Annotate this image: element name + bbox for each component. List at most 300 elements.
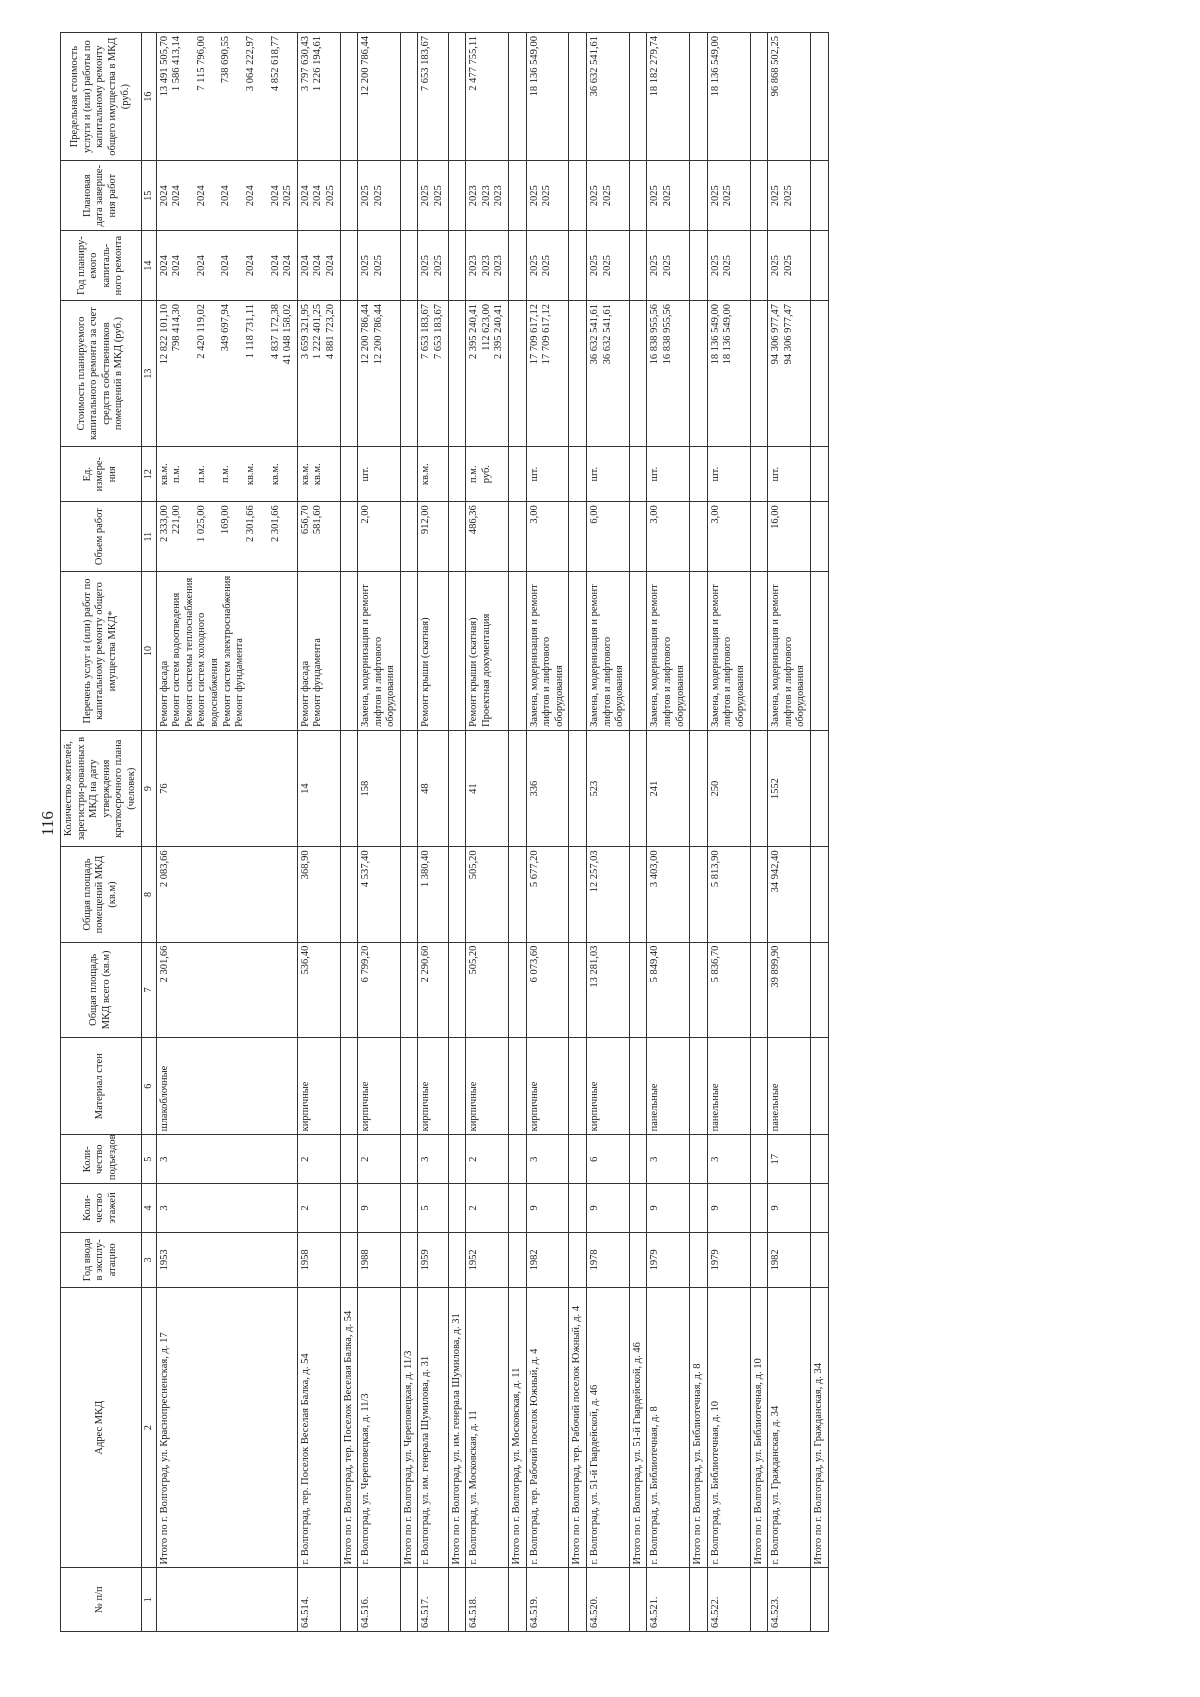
cell-col-14 — [466, 231, 509, 301]
table-row — [707, 33, 750, 1632]
column-number-4: 4 — [141, 1184, 156, 1233]
cell-col-6: кирпичные — [358, 1037, 401, 1134]
column-header-3: Год ввода в эксплу-атацию — [61, 1232, 142, 1287]
cell-col-4: 9 — [526, 1184, 569, 1233]
cell-col-13 — [340, 301, 358, 447]
cell-col-5 — [340, 1135, 358, 1184]
cell-col-14 — [509, 231, 527, 301]
cell-col-16 — [418, 33, 448, 161]
cell-line: 2025 — [360, 185, 372, 207]
cell-col-6 — [750, 1037, 768, 1134]
cell-line: 3,00 — [709, 505, 721, 524]
cell-col-10 — [629, 572, 647, 731]
cell-line — [208, 304, 220, 443]
cell-col-12 — [526, 447, 569, 502]
cell-col-12 — [340, 447, 358, 502]
cell-line: п.м. — [468, 465, 480, 483]
cell-col-3 — [569, 1232, 587, 1287]
cell-col-5 — [810, 1135, 828, 1184]
cell-line: 2025 — [709, 255, 721, 277]
cell-line — [233, 164, 245, 227]
rotated-page — [60, 27, 1060, 1632]
cell-col-12 — [358, 447, 401, 502]
cell-line — [258, 505, 270, 568]
cell-col-1 — [509, 1568, 527, 1632]
cell-line: 36 632 541,61 — [601, 304, 613, 365]
cell-line: 16 838 955,56 — [661, 304, 673, 365]
cell-line: 2024 — [220, 185, 232, 207]
cell-col-9: 41 — [466, 730, 509, 846]
cell-col-5 — [400, 1135, 418, 1184]
cell-col-2: г. Волгоград, ул. Череповецкая, д. 11/3 — [358, 1287, 401, 1568]
cell-col-14 — [750, 231, 768, 301]
cell-col-4: 5 — [418, 1184, 448, 1233]
cell-col-16 — [297, 33, 340, 161]
cell-col-8: 34 942,40 — [768, 847, 811, 942]
cell-col-7: 13 281,03 — [587, 942, 630, 1037]
cell-col-3: 1988 — [358, 1232, 401, 1287]
cell-line: 2024 — [220, 255, 232, 277]
cell-line — [233, 304, 245, 443]
cell-col-1: 64.514. — [297, 1568, 340, 1632]
cell-col-12 — [810, 447, 828, 502]
cell-col-7: 2 301,66 — [156, 942, 297, 1037]
cell-col-13 — [400, 301, 418, 447]
table-row — [690, 33, 708, 1632]
cell-col-14 — [156, 231, 297, 301]
cell-col-13 — [690, 301, 708, 447]
table-row — [418, 33, 448, 1632]
cell-line — [184, 450, 196, 498]
cell-line: 2025 — [528, 185, 540, 207]
cell-col-15 — [750, 161, 768, 231]
cell-col-15 — [810, 161, 828, 231]
cell-col-2: Итого по г. Волгоград, ул. Краснопресненская, д. 17 — [156, 1287, 297, 1568]
cell-line: Ремонт систем водоотведения — [171, 592, 183, 727]
cell-line — [184, 234, 196, 297]
cell-col-16 — [509, 33, 527, 161]
cell-col-12 — [400, 447, 418, 502]
cell-line: 2025 — [770, 255, 782, 277]
cell-line: кв.м. — [158, 463, 170, 486]
cell-col-12 — [647, 447, 690, 502]
cell-col-4 — [629, 1184, 647, 1233]
cell-col-10 — [569, 572, 587, 731]
column-header-8: Общая площадь помещений МКД (кв.м) — [61, 847, 142, 942]
cell-col-1: 64.518. — [466, 1568, 509, 1632]
cell-line: 2024 — [171, 255, 183, 277]
cell-col-8 — [448, 847, 466, 942]
cell-col-8: 2 083,66 — [156, 847, 297, 942]
cell-col-8: 5 813,90 — [707, 847, 750, 942]
cell-col-5: 2 — [297, 1135, 340, 1184]
cell-col-13 — [750, 301, 768, 447]
cell-col-11 — [358, 502, 401, 572]
cell-col-14 — [526, 231, 569, 301]
cell-col-13 — [466, 301, 509, 447]
cell-col-13 — [526, 301, 569, 447]
cell-col-16 — [810, 33, 828, 161]
cell-line: 3,00 — [528, 505, 540, 524]
cell-line: 7 653 183,67 — [420, 304, 432, 360]
cell-line: 3 064 222,97 — [244, 36, 256, 92]
cell-col-11 — [526, 502, 569, 572]
cell-col-7 — [569, 942, 587, 1037]
column-header-15: Плановая дата заверше-ния работ — [61, 161, 142, 231]
cell-col-8 — [690, 847, 708, 942]
cell-col-14 — [587, 231, 630, 301]
cell-col-6: панельные — [768, 1037, 811, 1134]
cell-col-7: 39 899,90 — [768, 942, 811, 1037]
cell-line: 2 477 755,11 — [468, 36, 480, 91]
cell-line: 2025 — [420, 185, 432, 207]
cell-line: 486,36 — [468, 505, 480, 535]
cell-line: 7 115 796,00 — [195, 36, 207, 91]
cell-col-5 — [690, 1135, 708, 1184]
cell-col-15 — [526, 161, 569, 231]
cell-line: 2023 — [468, 255, 480, 277]
cell-line: 18 136 549,00 — [709, 36, 721, 97]
cell-col-10 — [340, 572, 358, 731]
cell-line: 2023 — [468, 185, 480, 207]
column-header-6: Материал стен — [61, 1037, 142, 1134]
column-number-5: 5 — [141, 1135, 156, 1184]
cell-col-3: 1979 — [647, 1232, 690, 1287]
cell-col-13 — [448, 301, 466, 447]
cell-line: 2025 — [324, 185, 336, 207]
column-header-1: № п/п — [61, 1568, 142, 1632]
cell-col-10 — [707, 572, 750, 731]
table-row — [400, 33, 418, 1632]
cell-line — [208, 36, 220, 157]
cell-line — [208, 164, 220, 227]
cell-col-16 — [448, 33, 466, 161]
cell-line: 12 200 786,44 — [360, 36, 372, 97]
cell-col-11 — [466, 502, 509, 572]
cell-col-12 — [629, 447, 647, 502]
cell-line: п.м. — [171, 465, 183, 483]
cell-line: 2025 — [601, 185, 613, 207]
cell-col-1 — [156, 1568, 297, 1632]
cell-col-7 — [750, 942, 768, 1037]
cell-col-8 — [810, 847, 828, 942]
table-row — [629, 33, 647, 1632]
cell-line: 2025 — [649, 255, 661, 277]
column-number-8: 8 — [141, 847, 156, 942]
cell-line — [233, 505, 245, 568]
cell-line: 18 182 279,74 — [649, 36, 661, 97]
cell-col-13 — [156, 301, 297, 447]
cell-col-6: кирпичные — [418, 1037, 448, 1134]
cell-col-12 — [750, 447, 768, 502]
cell-col-6 — [509, 1037, 527, 1134]
cell-col-12 — [690, 447, 708, 502]
cell-col-11 — [509, 502, 527, 572]
cell-col-12 — [156, 447, 297, 502]
cell-col-15 — [400, 161, 418, 231]
cell-col-13 — [810, 301, 828, 447]
column-header-5: Коли-чество подъездов — [61, 1135, 142, 1184]
cell-col-16 — [587, 33, 630, 161]
cell-col-1: 64.519. — [526, 1568, 569, 1632]
cell-col-8: 368,90 — [297, 847, 340, 942]
cell-col-13 — [569, 301, 587, 447]
cell-line: Ремонт фасада — [299, 660, 311, 727]
column-number-3: 3 — [141, 1232, 156, 1287]
cell-line: 2025 — [360, 255, 372, 277]
cell-line: 738 690,55 — [220, 36, 232, 84]
cell-col-5 — [448, 1135, 466, 1184]
cell-col-13 — [587, 301, 630, 447]
cell-line: 18 136 549,00 — [709, 304, 721, 365]
cell-col-5: 6 — [587, 1135, 630, 1184]
column-number-15: 15 — [141, 161, 156, 231]
cell-col-3 — [810, 1232, 828, 1287]
cell-col-2: г. Волгоград, ул. Московская, д. 11 — [466, 1287, 509, 1568]
cell-line: 1 226 194,61 — [312, 36, 324, 92]
cell-col-15 — [297, 161, 340, 231]
repair-plan-table — [60, 32, 829, 1632]
cell-line: 2025 — [589, 185, 600, 207]
cell-line: 2 301,66 — [269, 505, 281, 542]
cell-line: 2024 — [324, 255, 336, 277]
cell-col-11 — [750, 502, 768, 572]
cell-line: 2025 — [541, 185, 553, 207]
cell-line: кв.м. — [299, 463, 311, 486]
cell-line: 17 709 617,12 — [528, 304, 540, 365]
cell-col-8 — [750, 847, 768, 942]
cell-line: 3 659 321,95 — [299, 304, 311, 360]
cell-col-6 — [400, 1037, 418, 1134]
cell-col-4 — [340, 1184, 358, 1233]
column-number-16: 16 — [141, 33, 156, 161]
cell-col-16 — [358, 33, 401, 161]
cell-col-12 — [569, 447, 587, 502]
cell-col-9 — [750, 730, 768, 846]
cell-col-3 — [750, 1232, 768, 1287]
cell-col-5 — [750, 1135, 768, 1184]
cell-col-14 — [690, 231, 708, 301]
cell-col-6 — [810, 1037, 828, 1134]
cell-col-7: 6 799,20 — [358, 942, 401, 1037]
table-row — [156, 33, 297, 1632]
cell-line: руб. — [480, 465, 492, 484]
cell-col-4 — [690, 1184, 708, 1233]
cell-line: 4 881 723,20 — [324, 304, 336, 360]
cell-col-12 — [418, 447, 448, 502]
cell-col-3: 1953 — [156, 1232, 297, 1287]
cell-line: 656,70 — [299, 505, 311, 535]
cell-line — [233, 234, 245, 297]
cell-col-10 — [466, 572, 509, 731]
cell-col-2: Итого по г. Волгоград, ул. Гражданская, д. 34 — [810, 1287, 828, 1568]
cell-col-14 — [418, 231, 448, 301]
cell-col-15 — [707, 161, 750, 231]
cell-col-9 — [340, 730, 358, 846]
cell-line: Замена, модернизация и ремонт лифтов и лифтового оборудования — [528, 584, 565, 727]
cell-col-1: 64.521. — [647, 1568, 690, 1632]
cell-col-6: панельные — [647, 1037, 690, 1134]
table-row — [466, 33, 509, 1632]
column-header-12: Ед. измере-ния — [61, 447, 142, 502]
cell-col-1: 64.516. — [358, 1568, 401, 1632]
cell-col-12 — [448, 447, 466, 502]
cell-line: 2024 — [299, 185, 311, 207]
cell-line: 1 118 731,11 — [244, 304, 256, 359]
cell-col-16 — [400, 33, 418, 161]
cell-col-7 — [400, 942, 418, 1037]
cell-line: 2025 — [589, 255, 600, 277]
cell-line — [258, 36, 270, 157]
cell-col-9: 48 — [418, 730, 448, 846]
cell-col-10 — [750, 572, 768, 731]
cell-line: 2025 — [528, 255, 540, 277]
cell-col-15 — [690, 161, 708, 231]
cell-col-1 — [629, 1568, 647, 1632]
cell-col-15 — [768, 161, 811, 231]
cell-col-3 — [400, 1232, 418, 1287]
cell-line: 12 200 786,44 — [360, 304, 372, 365]
cell-col-2: г. Волгоград, тер. Рабочий поселок Южный, д. 4 — [526, 1287, 569, 1568]
cell-col-9 — [629, 730, 647, 846]
cell-col-15 — [509, 161, 527, 231]
cell-line: Ремонт фундамента — [312, 638, 324, 727]
cell-col-7: 2 290,60 — [418, 942, 448, 1037]
cell-line: 2024 — [158, 255, 170, 277]
cell-col-15 — [358, 161, 401, 231]
table-row — [587, 33, 630, 1632]
cell-line: 2024 — [158, 185, 170, 207]
cell-col-2: Итого по г. Волгоград, ул. Московская, д. 11 — [509, 1287, 527, 1568]
cell-col-1: 64.517. — [418, 1568, 448, 1632]
cell-col-16 — [466, 33, 509, 161]
cell-line — [208, 450, 220, 498]
cell-col-8: 4 537,40 — [358, 847, 401, 942]
column-header-4: Коли-чество этажей — [61, 1184, 142, 1233]
cell-line: п.м. — [195, 465, 207, 483]
cell-col-11 — [418, 502, 448, 572]
cell-line: 2 333,00 — [158, 505, 170, 542]
cell-col-16 — [647, 33, 690, 161]
cell-line: Замена, модернизация и ремонт лифтов и лифтового оборудования — [360, 584, 397, 727]
cell-col-8: 5 677,20 — [526, 847, 569, 942]
table-row — [297, 33, 340, 1632]
cell-col-9 — [400, 730, 418, 846]
cell-line: шт. — [649, 466, 661, 482]
column-number-9: 9 — [141, 730, 156, 846]
cell-line: 1 586 413,14 — [171, 36, 183, 92]
cell-line: Ремонт крыши (скатная) — [420, 617, 432, 727]
cell-line: 2025 — [782, 185, 794, 207]
cell-line: 12 200 786,44 — [372, 304, 384, 365]
table-body — [156, 33, 828, 1632]
column-header-13: Стоимость планируемого капитального ремонта за счет средств собственников помещений в МКД (руб.) — [61, 301, 142, 447]
cell-line: 2025 — [372, 255, 384, 277]
cell-col-3: 1982 — [768, 1232, 811, 1287]
cell-col-7: 6 073,60 — [526, 942, 569, 1037]
cell-col-15 — [156, 161, 297, 231]
column-number-11: 11 — [141, 502, 156, 572]
cell-col-1: 64.520. — [587, 1568, 630, 1632]
cell-col-12 — [509, 447, 527, 502]
cell-col-8 — [340, 847, 358, 942]
cell-line: 2024 — [299, 255, 311, 277]
cell-col-3: 1982 — [526, 1232, 569, 1287]
cell-col-16 — [340, 33, 358, 161]
cell-col-5: 2 — [358, 1135, 401, 1184]
cell-col-7: 505,20 — [466, 942, 509, 1037]
cell-line: 2023 — [493, 255, 505, 277]
cell-col-11 — [400, 502, 418, 572]
cell-line: 2025 — [770, 185, 782, 207]
cell-col-4 — [448, 1184, 466, 1233]
cell-line: 798 414,30 — [171, 304, 183, 352]
cell-col-10 — [647, 572, 690, 731]
cell-line: 2024 — [171, 185, 183, 207]
cell-col-10 — [768, 572, 811, 731]
cell-col-1 — [340, 1568, 358, 1632]
cell-col-1 — [690, 1568, 708, 1632]
cell-line: 4 837 172,38 — [269, 304, 281, 360]
cell-col-10 — [400, 572, 418, 731]
cell-col-11 — [297, 502, 340, 572]
cell-line: 12 822 101,10 — [158, 304, 170, 365]
cell-col-1 — [448, 1568, 466, 1632]
cell-col-9 — [810, 730, 828, 846]
cell-line — [258, 164, 270, 227]
cell-col-6 — [569, 1037, 587, 1134]
column-number-6: 6 — [141, 1037, 156, 1134]
cell-line: 2024 — [282, 255, 294, 277]
cell-line: 7 653 183,67 — [433, 304, 445, 360]
cell-line: 2025 — [372, 185, 384, 207]
cell-line: 2023 — [493, 185, 505, 207]
column-header-10: Перечень услуг и (или) работ по капитальному ремонту общего имущества МКД* — [61, 572, 142, 731]
cell-line: 2025 — [282, 185, 294, 207]
cell-line: 2025 — [722, 255, 734, 277]
table-row — [647, 33, 690, 1632]
cell-line: 2025 — [661, 185, 673, 207]
cell-line: 2023 — [480, 255, 492, 277]
cell-col-4: 9 — [707, 1184, 750, 1233]
cell-col-14 — [707, 231, 750, 301]
cell-col-11 — [156, 502, 297, 572]
column-number-14: 14 — [141, 231, 156, 301]
cell-line: 2025 — [541, 255, 553, 277]
cell-col-14 — [297, 231, 340, 301]
table-row — [358, 33, 401, 1632]
cell-line: 18 136 549,00 — [528, 36, 540, 97]
column-number-10: 10 — [141, 572, 156, 731]
cell-col-7 — [340, 942, 358, 1037]
column-header-11: Объем работ — [61, 502, 142, 572]
cell-col-3 — [509, 1232, 527, 1287]
cell-col-16 — [690, 33, 708, 161]
cell-line — [233, 36, 245, 157]
cell-line: Проектная документация — [480, 613, 492, 727]
cell-col-4: 2 — [466, 1184, 509, 1233]
cell-col-13 — [418, 301, 448, 447]
cell-col-14 — [340, 231, 358, 301]
cell-col-10 — [297, 572, 340, 731]
cell-line: 2023 — [480, 185, 492, 207]
cell-col-8: 505,20 — [466, 847, 509, 942]
cell-col-9: 14 — [297, 730, 340, 846]
cell-col-10 — [810, 572, 828, 731]
cell-col-6: кирпичные — [587, 1037, 630, 1134]
cell-col-6: кирпичные — [526, 1037, 569, 1134]
cell-col-13 — [768, 301, 811, 447]
